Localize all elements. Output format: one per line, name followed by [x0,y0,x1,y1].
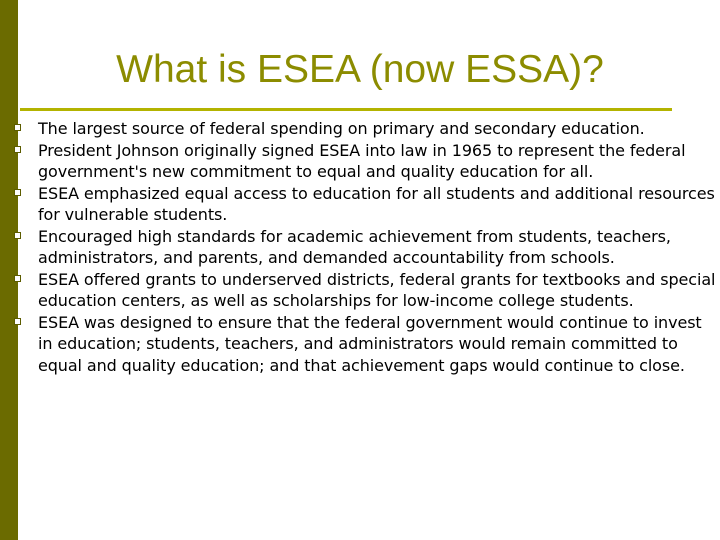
bullet-text: ESEA offered grants to underserved districts, federal grants for textbooks and special education centers, as well as scholarships for low-income college students. [38,269,716,310]
bullet-text: ESEA was designed to ensure that the federal government would continue to invest in education; students, teachers, and administrators would remain committed to equal and quality education; and that achievement gaps would continue to close. [38,312,702,375]
square-bullet-icon [14,146,21,153]
square-bullet-icon [14,275,21,282]
bullet-text: The largest source of federal spending on primary and secondary education. [38,119,645,138]
bullet-list [14,118,716,376]
list-item [14,183,716,226]
bullet-text: ESEA emphasized equal access to education for all students and additional resources for vulnerable students. [38,183,715,224]
list-item [14,118,716,140]
bullet-text: Encouraged high standards for academic achievement from students, teachers, administrators, and parents, and demanded accountability from schools. [38,226,671,267]
bullet-text: President Johnson originally signed ESEA into law in 1965 to represent the federal government's new commitment to equal and quality education for all. [38,140,686,181]
list-item [14,226,716,269]
square-bullet-icon [14,124,21,131]
list-item [14,140,716,183]
square-bullet-icon [14,232,21,239]
slide-title: What is ESEA (now ESSA)? [116,48,604,91]
title-underline [20,108,672,111]
square-bullet-icon [14,318,21,325]
square-bullet-icon [14,189,21,196]
list-item [14,269,716,312]
list-item [14,312,716,377]
